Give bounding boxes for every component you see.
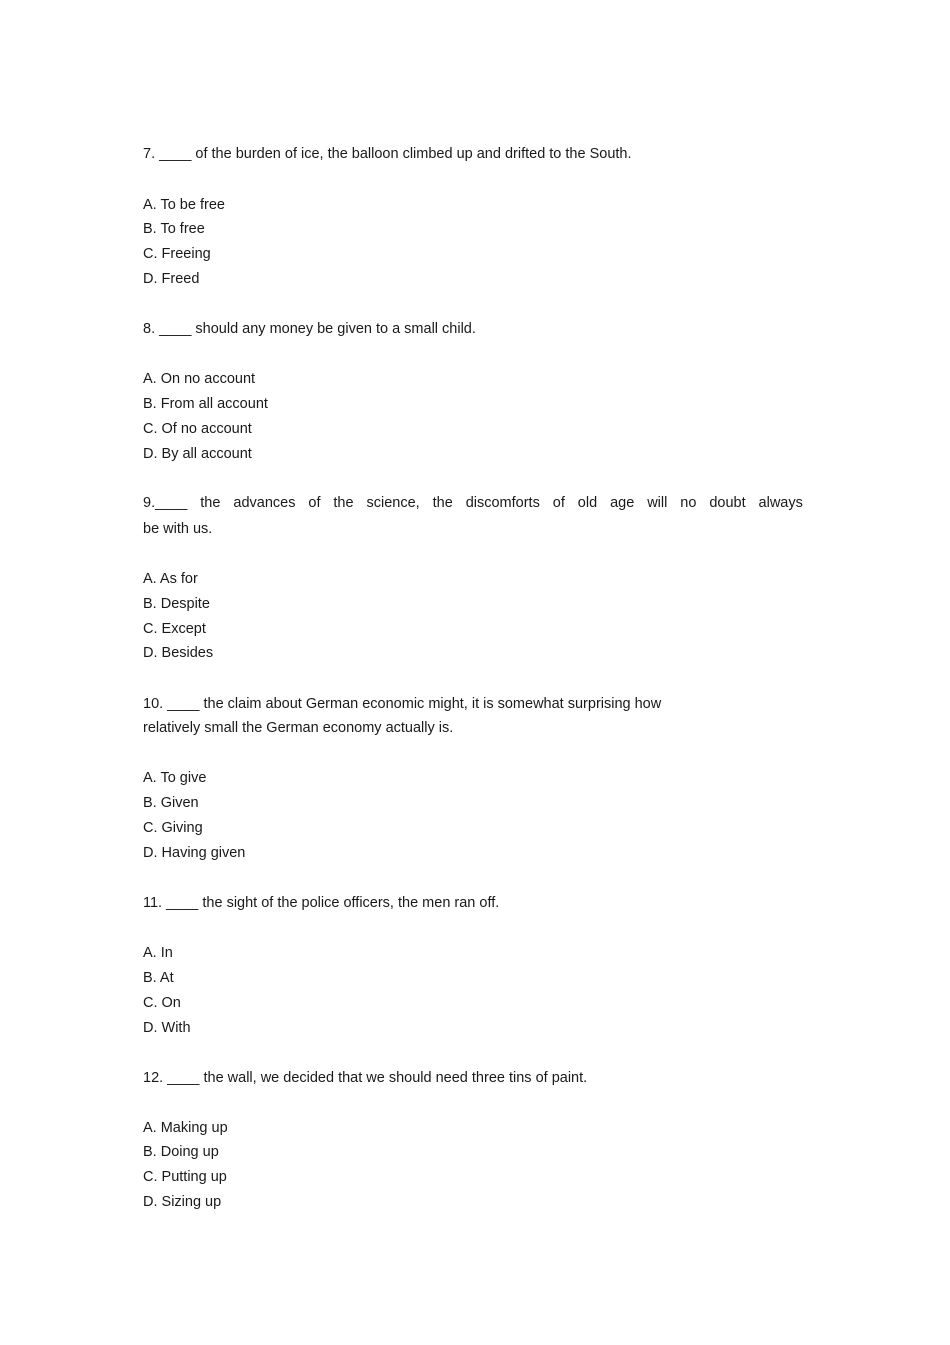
question-12-option-a: A. Making up <box>143 1120 228 1136</box>
q9-word: of <box>552 495 565 511</box>
q9-word: the <box>200 495 221 511</box>
question-12-option-c: C. Putting up <box>143 1169 227 1185</box>
q9-word: 9.____ <box>143 495 188 511</box>
question-7-option-a: A. To be free <box>143 197 225 213</box>
question-9-option-b: B. Despite <box>143 596 210 612</box>
q9-word: no <box>680 495 697 511</box>
question-7-option-b: B. To free <box>143 221 205 237</box>
question-9-option-a: A. As for <box>143 571 198 587</box>
question-11-option-b: B. At <box>143 970 174 986</box>
q9-word: of <box>308 495 321 511</box>
q9-word: always <box>758 495 803 511</box>
question-7-stem: 7. ____ of the burden of ice, the balloon climbed up and drifted to the South. <box>143 146 632 162</box>
question-8-option-d: D. By all account <box>143 446 252 462</box>
question-7-option-d: D. Freed <box>143 271 200 287</box>
question-8-option-a: A. On no account <box>143 371 256 387</box>
question-10-option-d: D. Having given <box>143 845 246 861</box>
question-11-option-a: A. In <box>143 945 173 961</box>
question-8-option-b: B. From all account <box>143 396 268 412</box>
question-10-stem-line1: 10. ____ the claim about German economic might, it is somewhat surprising how <box>143 696 662 712</box>
q9-word: doubt <box>709 495 746 511</box>
question-10-option-b: B. Given <box>143 795 199 811</box>
question-11-option-c: C. On <box>143 995 181 1011</box>
question-12-option-b: B. Doing up <box>143 1144 219 1160</box>
q9-word: science, <box>366 495 420 511</box>
q9-word: the <box>333 495 354 511</box>
question-10-option-a: A. To give <box>143 770 207 786</box>
question-12-option-d: D. Sizing up <box>143 1194 222 1210</box>
question-11-stem: 11. ____ the sight of the police officers, the men ran off. <box>143 895 500 911</box>
q9-word: old <box>577 495 598 511</box>
q9-word: the <box>432 495 453 511</box>
q9-word: will <box>647 495 668 511</box>
question-10-stem-line2: relatively small the German economy actually is. <box>143 720 454 736</box>
question-7-option-c: C. Freeing <box>143 246 211 262</box>
question-11-option-d: D. With <box>143 1020 191 1036</box>
question-10-option-c: C. Giving <box>143 820 203 836</box>
question-9-stem-line1 <box>143 494 803 512</box>
question-9-option-d: D. Besides <box>143 645 214 661</box>
question-9-stem-line2: be with us. <box>143 521 213 537</box>
question-8-option-c: C. Of no account <box>143 421 252 437</box>
q9-word: discomforts <box>465 495 540 511</box>
q9-word: age <box>610 495 635 511</box>
question-12-stem: 12. ____ the wall, we decided that we should need three tins of paint. <box>143 1070 588 1086</box>
q9-word: advances <box>233 495 296 511</box>
question-9-option-c: C. Except <box>143 621 206 637</box>
question-8-stem: 8. ____ should any money be given to a small child. <box>143 321 476 337</box>
